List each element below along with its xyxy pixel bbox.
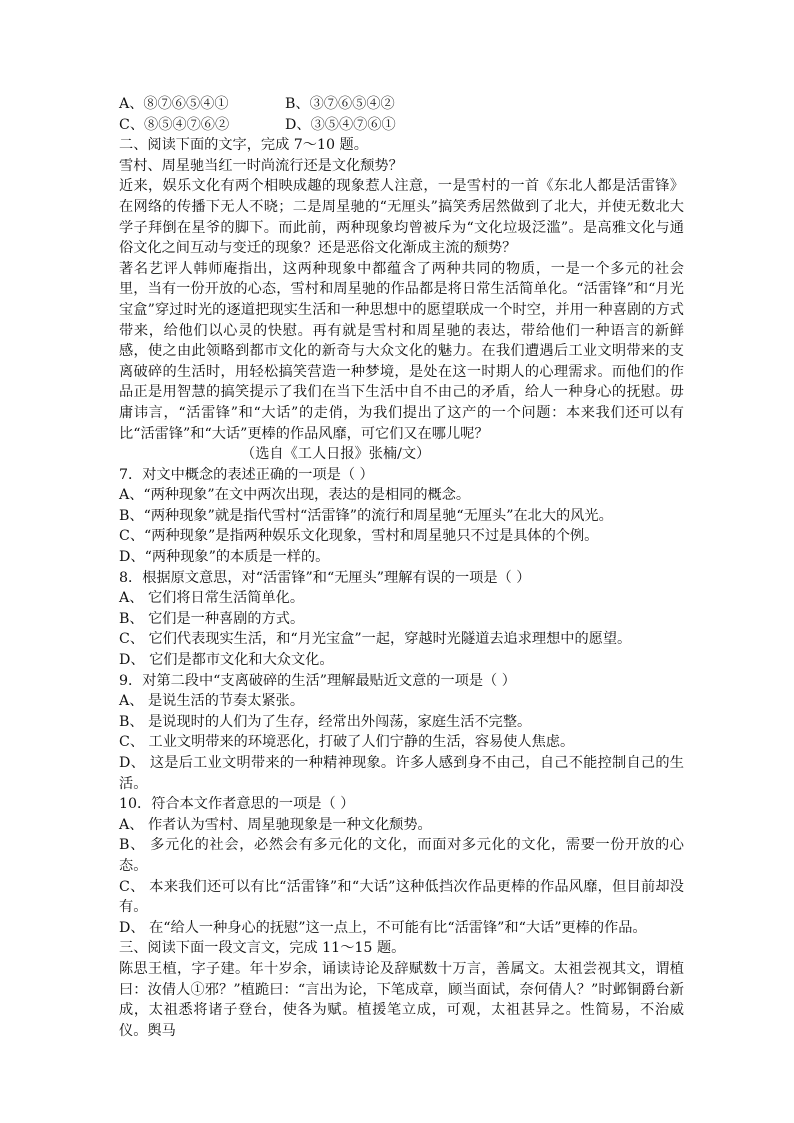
article-paragraph-1: 近来，娱乐文化有两个相映成趣的现象惹人注意，一是雪村的一首《东北人都是活雷锋》在网络的传播下无人不晓；二是周星驰的“无厘头”搞笑秀居然做到了北大，并使无数北大学子拜倒在星爷的脚下。而此前，两种现象均曾被斥为“文化垃圾泛滥”。是高雅文化与通俗文化之间互动与变迁的现象？还是恶俗文化渐成主流的颓势？ (119, 178, 684, 257)
choice-b: B、“两种现象”就是指代雪村“活雷锋”的流行和周星驰“无厘头”在北大的风光。 (119, 507, 613, 524)
option-d: D、③⑤④⑦⑥① (285, 116, 396, 133)
choice-c: C、 工业文明带来的环境恶化，打破了人们宁静的生活，容易使人焦虑。 (119, 734, 575, 751)
question-stem: 9．对第二段中“支离破碎的生活”理解最贴近文意的一项是（ ） (119, 672, 516, 689)
question-10 (119, 794, 684, 938)
article-source: （选自《工人日报》张楠/文） (241, 446, 431, 463)
choice-b: B、 是说现时的人们为了生存，经常出外闯荡，家庭生活不完整。 (119, 713, 532, 730)
choice-a: A、 它们将日常生活简单化。 (119, 590, 305, 607)
article-title: 雪村、周星驰当红一时尚流行还是文化颓势？ (119, 157, 403, 174)
choice-c: C、 本来我们还可以有比“活雷锋”和“大话”这种低挡次作品更棒的作品风靡，但目前却没有。 (119, 878, 684, 916)
option-a: A、⑧⑦⑥⑤④① (119, 96, 229, 112)
option-c: C、⑧⑤④⑦⑥② (119, 116, 230, 133)
question-stem: 8．根据原文意思，对“活雷锋”和“无厘头”理解有误的一项是（ ） (119, 569, 531, 586)
choice-d: D、 它们是都市文化和大众文化。 (119, 652, 334, 669)
options-row-1 (119, 94, 684, 115)
choice-a: A、 作者认为雪村、周星驰现象是一种文化颓势。 (119, 816, 432, 833)
choice-c: C、“两种现象”是指两种娱乐文化现象，雪村和周星驰只不过是具体的个例。 (119, 528, 599, 545)
choice-a: A、“两种现象”在文中两次出现，表达的是相同的概念。 (119, 487, 471, 504)
section-3-heading: 三、阅读下面一段文言文，完成 11～15 题。 (119, 940, 406, 957)
choice-b: B、 多元化的社会，必然会有多元化的文化，而面对多元化的文化，需要一份开放的心态。 (119, 837, 684, 874)
choice-a: A、 是说生活的节奏太紧张。 (119, 693, 305, 710)
section-2-heading: 二、阅读下面的文字，完成 7～10 题。 (119, 137, 368, 154)
option-b: B、③⑦⑥⑤④② (285, 96, 395, 112)
article-paragraph-2: 著名艺评人韩师庵指出，这两种现象中都蕴含了两种共同的物质，一是一个多元的社会里，当有一份开放的心态，雪村和周星驰的作品都是将日常生活简单化。“活雷锋”和“月光宝盒”穿过时光的逐道把现实生活和一种思想中的愿望联成一个时空，并用一种喜剧的方式带来，给他们以心灵的快慰。再有就是雪村和周星驰的表达，带给他们一种语言的新鲜感，使之由此领略到都市文化的新奇与大众文化的魅力。在我们遭遇后工业文明带来的支离破碎的生活时，用轻松搞笑营造一种梦境，是处在这一时期人的心理需求。而他们的作品正是用智慧的搞笑提示了我们在当下生活中自不由己的矛盾，给人一种身心的抚慰。毋庸讳言，“活雷锋”和“大话”的走俏，为我们提出了这产的一个问题：本来我们还可以有比“活雷锋”和“大话”更棒的作品风靡，可它们又在哪儿呢？ (119, 260, 684, 442)
choice-c: C、 它们代表现实生活，和“月光宝盒”一起，穿越时光隧道去追求理想中的愿望。 (119, 631, 632, 648)
question-8 (119, 568, 684, 671)
classical-text: 陈思王植，字子建。年十岁余，诵读诗论及辞赋数十万言，善属文。太祖尝视其文，谓植曰：汝倩人①邪？”植跪曰：“言出为论，下笔成章，顾当面试，奈何倩人？”时邺铜爵台新成，太祖悉将诸子登台，使各为赋。植援笔立成，可观，太祖甚异之。性简易，不治威仪。舆马 (119, 960, 684, 1039)
options-row-2 (119, 115, 684, 136)
choice-b: B、 它们是一种喜剧的方式。 (119, 610, 305, 627)
question-stem: 10．符合本文作者意思的一项是（ ） (119, 796, 355, 813)
question-9 (119, 671, 684, 795)
document-page (119, 94, 684, 1041)
choice-d: D、 这是后工业文明带来的一种精神现象。许多人感到身不由己，自己不能控制自己的生活。 (119, 755, 684, 792)
choice-d: D、 在“给人一种身心的抚慰”这一点上，不可能有比“活雷锋”和“大话”更棒的作品。 (119, 919, 647, 936)
choice-d: D、“两种现象”的本质是一样的。 (119, 549, 330, 566)
question-7 (119, 465, 684, 568)
question-stem: 7．对文中概念的表述正确的一项是（ ） (119, 466, 374, 483)
